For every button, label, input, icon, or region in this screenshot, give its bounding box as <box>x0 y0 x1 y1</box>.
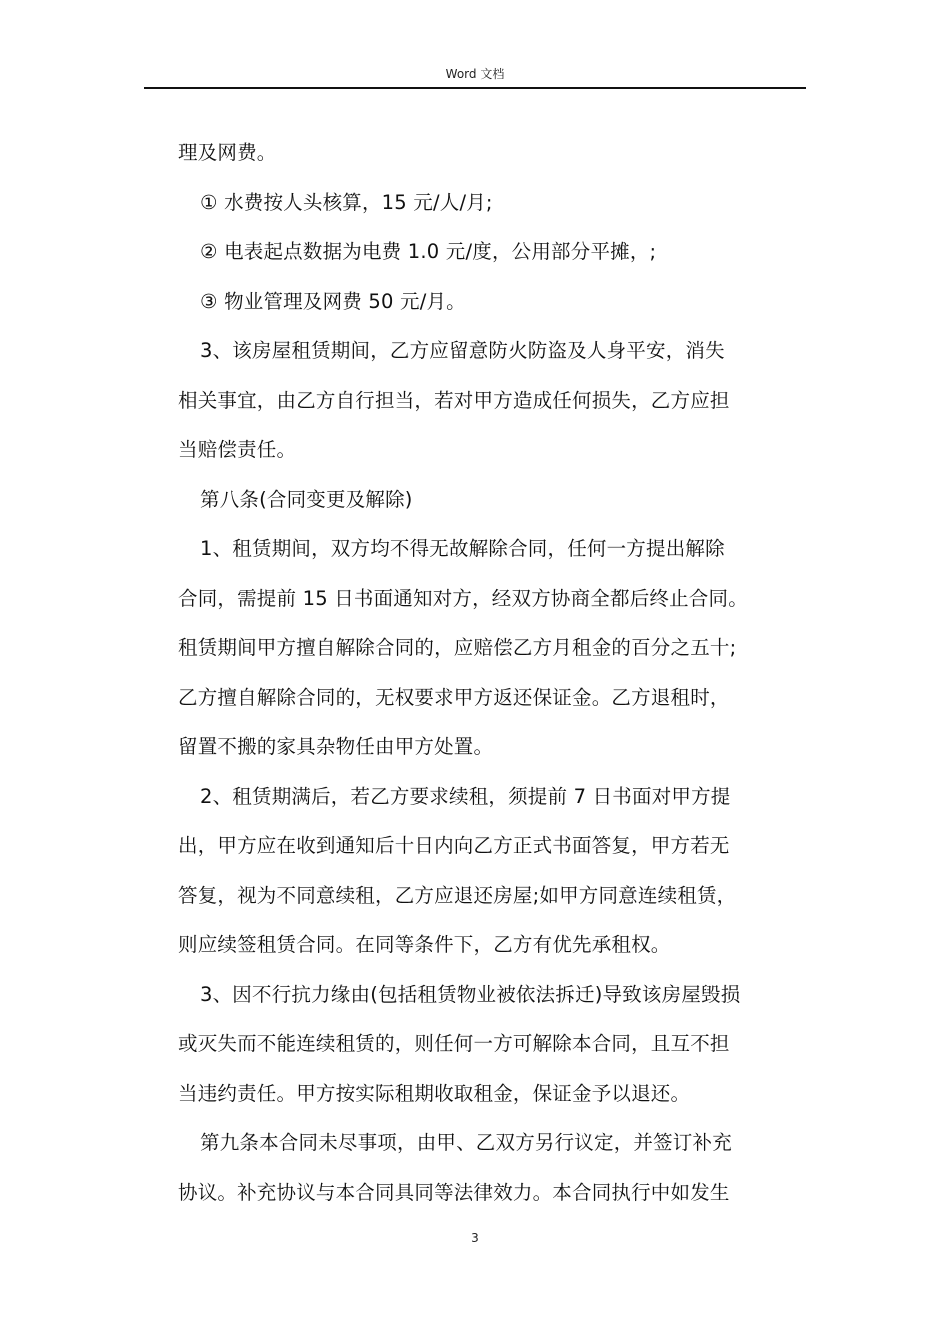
page-number: 3 <box>471 1231 479 1245</box>
paragraph-line: 相关事宜，由乙方自行担当，若对甲方造成任何损失，乙方应担 <box>178 388 730 412</box>
document-body <box>178 128 818 1217</box>
paragraph-line: 当违约责任。甲方按实际租期收取租金，保证金予以退还。 <box>178 1081 691 1105</box>
paragraph-line: 合同，需提前 15 日书面通知对方，经双方协商全都后终止合同。 <box>178 586 748 610</box>
paragraph-line: 答复，视为不同意续租，乙方应退还房屋;如甲方同意连续租赁， <box>178 883 737 907</box>
paragraph-line: 理及网费。 <box>178 141 277 164</box>
paragraph-line: 1、租赁期间，双方均不得无故解除合同，任何一方提出解除 <box>200 537 725 560</box>
paragraph-line: 3、该房屋租赁期间，乙方应留意防火防盗及人身平安，消失 <box>200 339 725 362</box>
paragraph-line: 第八条(合同变更及解除) <box>200 487 413 511</box>
paragraph-line: 留置不搬的家具杂物任由甲方处置。 <box>178 735 494 758</box>
page-header: Word 文档 <box>445 67 505 81</box>
paragraph-line: 3、因不行抗力缘由(包括租赁物业被依法拆迁)导致该房屋毁损 <box>200 982 741 1006</box>
paragraph-line: 或灭失而不能连续租赁的，则任何一方可解除本合同，且互不担 <box>178 1032 730 1055</box>
paragraph-line: 第九条本合同未尽事项，由甲、乙双方另行议定，并签订补充 <box>200 1131 732 1154</box>
paragraph-line: ① 水费按人头核算，15 元/人/月; <box>200 190 493 214</box>
paragraph-line: ③ 物业管理及网费 50 元/月。 <box>200 289 466 313</box>
paragraph-line: 协议。补充协议与本合同具同等法律效力。本合同执行中如发生 <box>178 1180 730 1204</box>
paragraph-line: 则应续签租赁合同。在同等条件下，乙方有优先承租权。 <box>178 933 671 956</box>
paragraph-line: 出，甲方应在收到通知后十日内向乙方正式书面答复，甲方若无 <box>178 834 730 857</box>
paragraph-line: ② 电表起点数据为电费 1.0 元/度，公用部分平摊，; <box>200 240 657 263</box>
header-divider <box>144 87 806 89</box>
paragraph-line: 当赔偿责任。 <box>178 438 297 461</box>
paragraph-line: 乙方擅自解除合同的，无权要求甲方返还保证金。乙方退租时， <box>178 685 730 709</box>
paragraph-line: 2、租赁期满后，若乙方要求续租，须提前 7 日书面对甲方提 <box>200 784 731 808</box>
paragraph-line: 租赁期间甲方擅自解除合同的，应赔偿乙方月租金的百分之五十; <box>178 636 737 659</box>
